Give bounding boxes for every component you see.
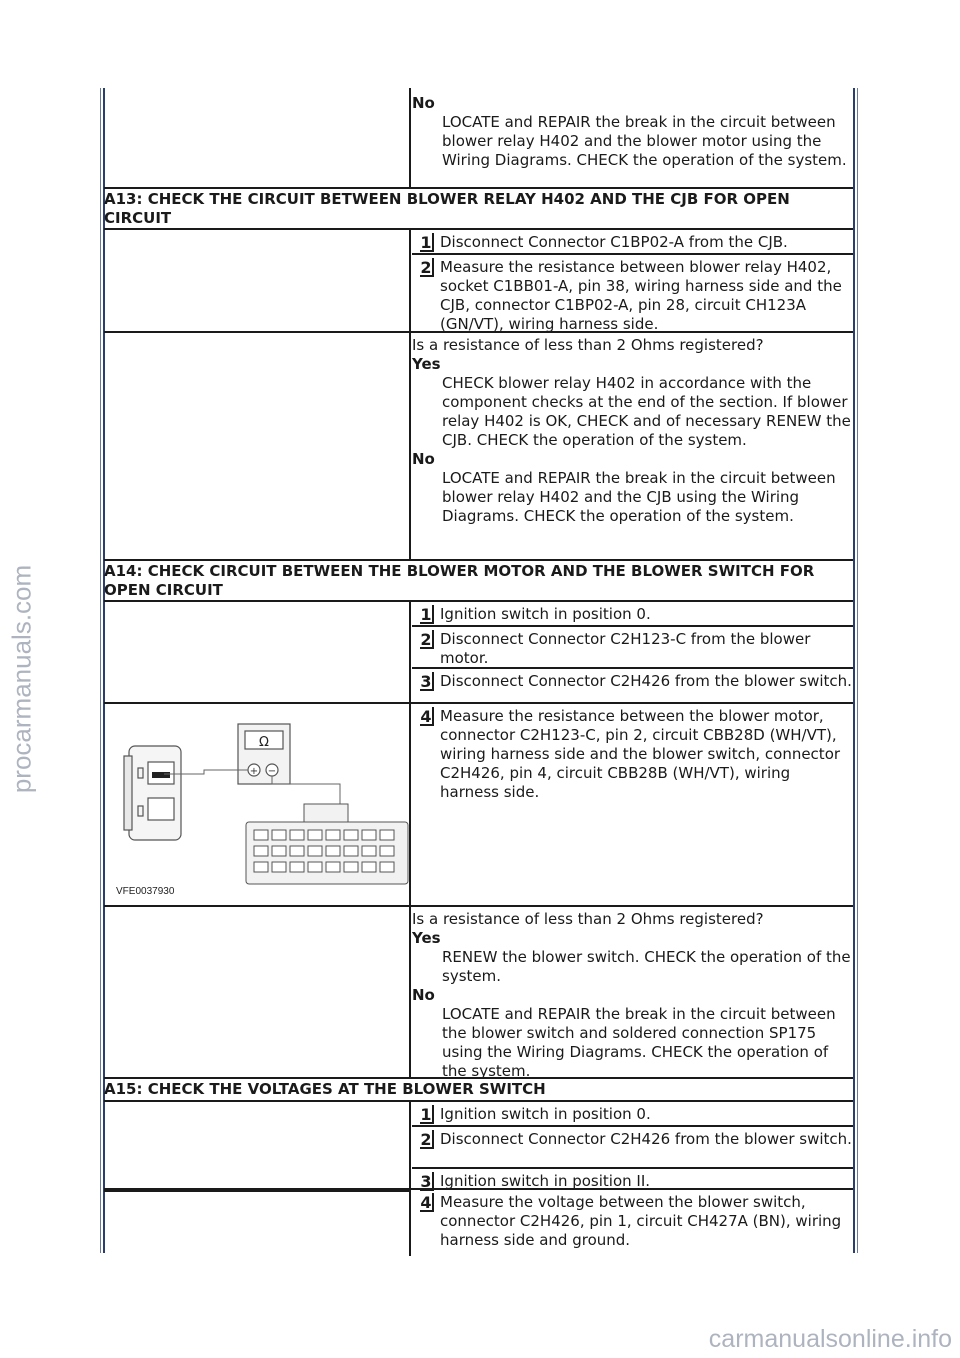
step-text: Measure the voltage between the blower switch, connector C2H426, pin 1, circuit CH427A (BN), wiring harness side and ground. bbox=[440, 1193, 842, 1249]
step-text: Ignition switch in position 0. bbox=[440, 1105, 651, 1123]
step-item bbox=[412, 627, 853, 669]
bottom-watermark: carmanualsonline.info bbox=[708, 1325, 952, 1353]
a13-title: A13: CHECK THE CIRCUIT BETWEEN BLOWER RELAY H402 AND THE CJB FOR OPEN CIRCUIT bbox=[104, 189, 853, 230]
connector-c2h123 bbox=[124, 746, 181, 840]
a15-title: A15: CHECK THE VOLTAGES AT THE BLOWER SWITCH bbox=[104, 1079, 853, 1102]
step-item bbox=[412, 255, 853, 334]
step-text: Disconnect Connector C2H426 from the blower switch. bbox=[440, 672, 852, 690]
figure-cell bbox=[104, 704, 411, 905]
result-cell bbox=[411, 907, 853, 1080]
step-item bbox=[412, 1190, 853, 1251]
a14-figure-row bbox=[104, 704, 853, 907]
a15-step4-row bbox=[104, 1190, 853, 1256]
yes-text: RENEW the blower switch. CHECK the operation of the system. bbox=[442, 948, 851, 985]
step-number: 1 bbox=[420, 605, 434, 624]
step-item bbox=[412, 704, 853, 803]
yes-label: Yes bbox=[412, 929, 441, 947]
step-number: 3 bbox=[420, 1172, 434, 1191]
step-text: Measure the resistance between the blower motor, connector C2H123-C, pin 2, circuit CBB28D (WH/VT), wiring harness side and the blower switch, connector C2H426, pin 4, circuit CBB28B (WH/VT), wiring harness side. bbox=[440, 707, 841, 801]
a13-result-row bbox=[104, 333, 853, 561]
frame-left-outer bbox=[100, 88, 101, 1253]
empty-cell bbox=[104, 1102, 411, 1188]
step-number: 2 bbox=[420, 630, 434, 649]
empty-cell bbox=[104, 230, 411, 331]
result-cell bbox=[411, 88, 853, 187]
empty-cell bbox=[104, 907, 411, 1077]
step-item bbox=[412, 230, 853, 255]
a15-steps-row bbox=[104, 1102, 853, 1190]
empty-cell bbox=[104, 88, 411, 187]
steps-cell bbox=[411, 704, 853, 905]
step-number: 3 bbox=[420, 672, 434, 691]
question-text: Is a resistance of less than 2 Ohms registered? bbox=[412, 336, 764, 354]
side-watermark: procarmanuals.com bbox=[6, 564, 37, 794]
result-cell bbox=[411, 333, 853, 559]
yes-label: Yes bbox=[412, 355, 441, 373]
svg-text:+: + bbox=[249, 766, 259, 777]
no-text: LOCATE and REPAIR the break in the circuit between blower relay H402 and the CJB using the Wiring Diagrams. CHECK the operation of the system. bbox=[442, 469, 836, 525]
steps-cell bbox=[411, 1102, 853, 1191]
connector-c2h426 bbox=[246, 804, 408, 884]
empty-cell bbox=[104, 602, 411, 702]
empty-cell bbox=[104, 333, 411, 559]
step-number: 1 bbox=[420, 233, 434, 252]
no-label: No bbox=[412, 450, 435, 468]
question-text: Is a resistance of less than 2 Ohms registered? bbox=[412, 910, 764, 928]
steps-cell bbox=[411, 230, 853, 331]
ohm-symbol: Ω bbox=[259, 735, 269, 750]
step-number: 2 bbox=[420, 258, 434, 277]
step-text: Ignition switch in position 0. bbox=[440, 605, 651, 623]
step-number: 4 bbox=[420, 707, 434, 726]
a14-title: A14: CHECK CIRCUIT BETWEEN THE BLOWER MOTOR AND THE BLOWER SWITCH FOR OPEN CIRCUIT bbox=[104, 561, 853, 602]
a13-steps-row bbox=[104, 230, 853, 333]
frame-right-outer bbox=[857, 88, 858, 1253]
yes-text: CHECK blower relay H402 in accordance with the component checks at the end of the section. If blower relay H402 is OK, CHECK and of necessary RENEW the CJB. CHECK the operation of the system. bbox=[442, 374, 851, 449]
frame-right bbox=[853, 88, 855, 1253]
no-label: No bbox=[412, 986, 435, 1004]
step-text: Measure the resistance between blower relay H402, socket C1BB01-A, pin 38, wiring harness side and the CJB, connector C1BP02-A, pin 28, circuit CH123A (GN/VT), wiring harness side. bbox=[440, 258, 842, 333]
a14-result-row bbox=[104, 907, 853, 1079]
top-no-row bbox=[104, 88, 853, 189]
wiring-diagram bbox=[104, 704, 409, 905]
multimeter bbox=[238, 724, 290, 784]
step-text: Disconnect Connector C1BP02-A from the CJB. bbox=[440, 233, 788, 251]
steps-cell bbox=[411, 602, 853, 702]
step-item bbox=[412, 669, 853, 709]
step-number: 2 bbox=[420, 1130, 434, 1149]
step-text: Disconnect Connector C2H426 from the blower switch. bbox=[440, 1130, 852, 1148]
step-text: Disconnect Connector C2H123-C from the blower motor. bbox=[440, 630, 811, 667]
steps-cell bbox=[411, 1190, 853, 1256]
step-text: Ignition switch in position II. bbox=[440, 1172, 651, 1190]
svg-text:−: − bbox=[267, 766, 277, 777]
figure-label: VFE0037930 bbox=[116, 886, 175, 897]
procedure-table bbox=[104, 88, 853, 1256]
step-number: 1 bbox=[420, 1105, 434, 1124]
a14-steps-row bbox=[104, 602, 853, 704]
empty-cell bbox=[104, 1190, 411, 1256]
step-item bbox=[412, 1127, 853, 1169]
step-number: 4 bbox=[420, 1193, 434, 1212]
step-item bbox=[412, 602, 853, 627]
no-text: LOCATE and REPAIR the break in the circuit between blower relay H402 and the blower motor using the Wiring Diagrams. CHECK the operation of the system. bbox=[442, 113, 847, 169]
no-label: No bbox=[412, 94, 435, 112]
step-item bbox=[412, 1102, 853, 1127]
no-text: LOCATE and REPAIR the break in the circuit between the blower switch and soldered connection SP175 using the Wiring Diagrams. CHECK the operation of the system. bbox=[442, 1005, 836, 1080]
